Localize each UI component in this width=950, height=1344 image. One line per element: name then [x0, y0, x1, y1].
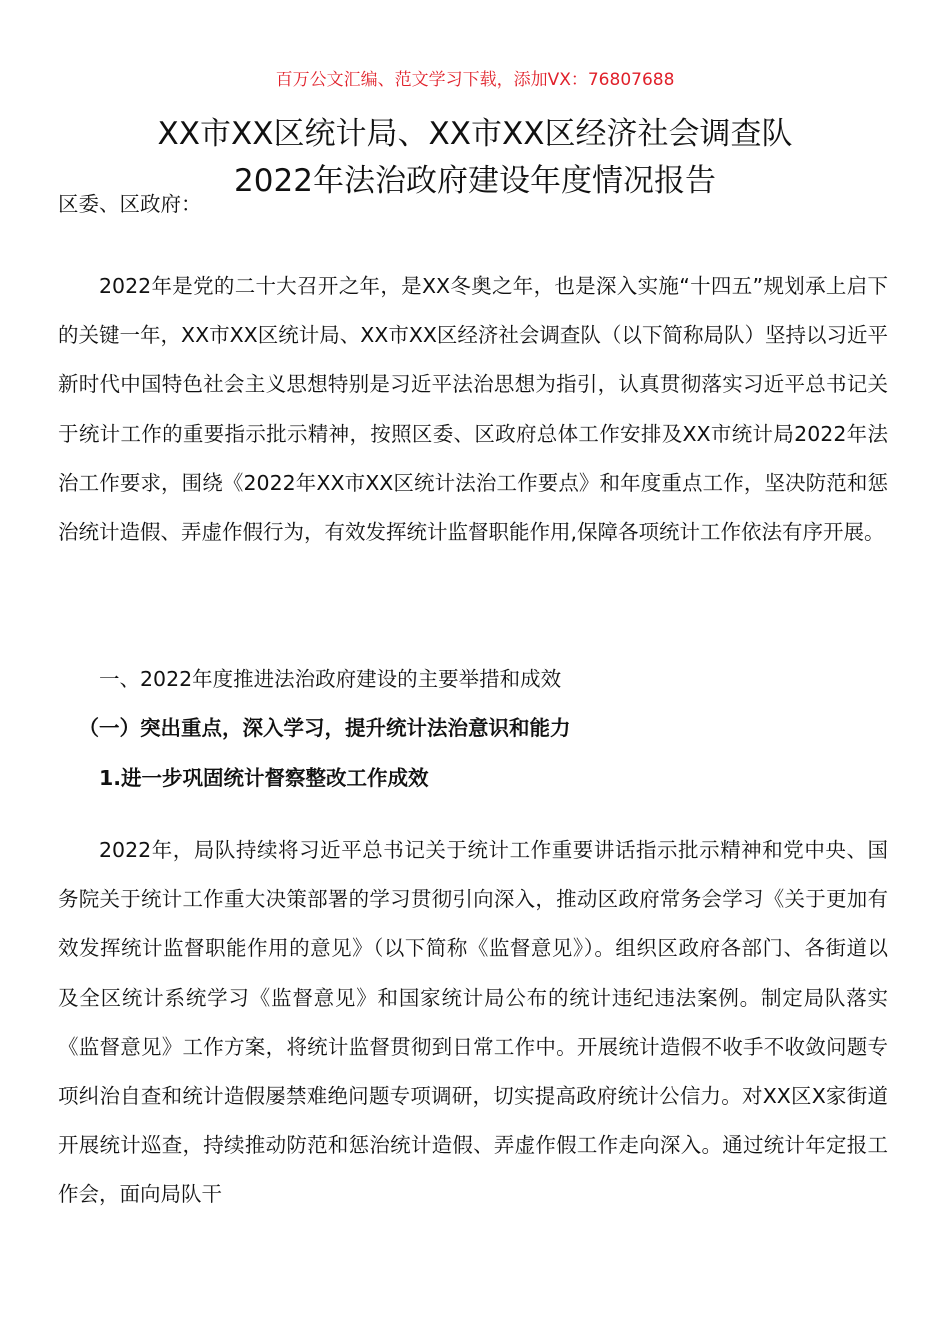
- intro-paragraph: 2022年是党的二十大召开之年，是XX冬奥之年，也是深入实施“十四五”规划承上启下的关键一年，XX市XX区统计局、XX市XX区经济社会调查队（以下简称局队）坚持以习近平新时代中国特色社会主义思想特别是习近平法治思想为指引，认真贯彻落实习近平总书记关于统计工作的重要指示批示精神，按照区委、区政府总体工作安排及XX市统计局2022年法治工作要求，围绕《2022年XX市XX区统计法治工作要点》和年度重点工作，坚决防范和惩治统计造假、弄虚作假行为，有效发挥统计监督职能作用,保障各项统计工作依法有序开展。: [58, 274, 888, 545]
- section-heading: 一、2022年度推进法治政府建设的主要举措和成效: [99, 667, 562, 691]
- item-heading: 1.进一步巩固统计督察整改工作成效: [99, 766, 429, 790]
- subsection-heading: （一）突出重点，深入学习，提升统计法治意识和能力: [78, 716, 571, 740]
- watermark-text: 百万公文汇编、范文学习下载，添加VX：76807688: [275, 70, 675, 90]
- document-title-line-1: XX市XX区统计局、XX市XX区经济社会调查队: [157, 116, 793, 152]
- body-paragraph: 2022年，局队持续将习近平总书记关于统计工作重要讲话指示批示精神和党中央、国务院关于统计工作重大决策部署的学习贯彻引向深入，推动区政府常务会学习《关于更加有效发挥统计监督职能作用的意见》（以下简称《监督意见》）。组织区政府各部门、各街道以及全区统计系统学习《监督意见》和国家统计局公布的统计违纪违法案例。制定局队落实《监督意见》工作方案，将统计监督贯彻到日常工作中。开展统计造假不收手不收敛问题专项纠治自查和统计造假屡禁难绝问题专项调研，切实提高政府统计公信力。对XX区X家街道开展统计巡查，持续推动防范和惩治统计造假、弄虚作假工作走向深入。通过统计年定报工作会，面向局队干: [58, 838, 888, 1207]
- salutation: 区委、区政府：: [58, 192, 202, 216]
- document-title-line-2: 2022年法治政府建设年度情况报告: [234, 163, 716, 199]
